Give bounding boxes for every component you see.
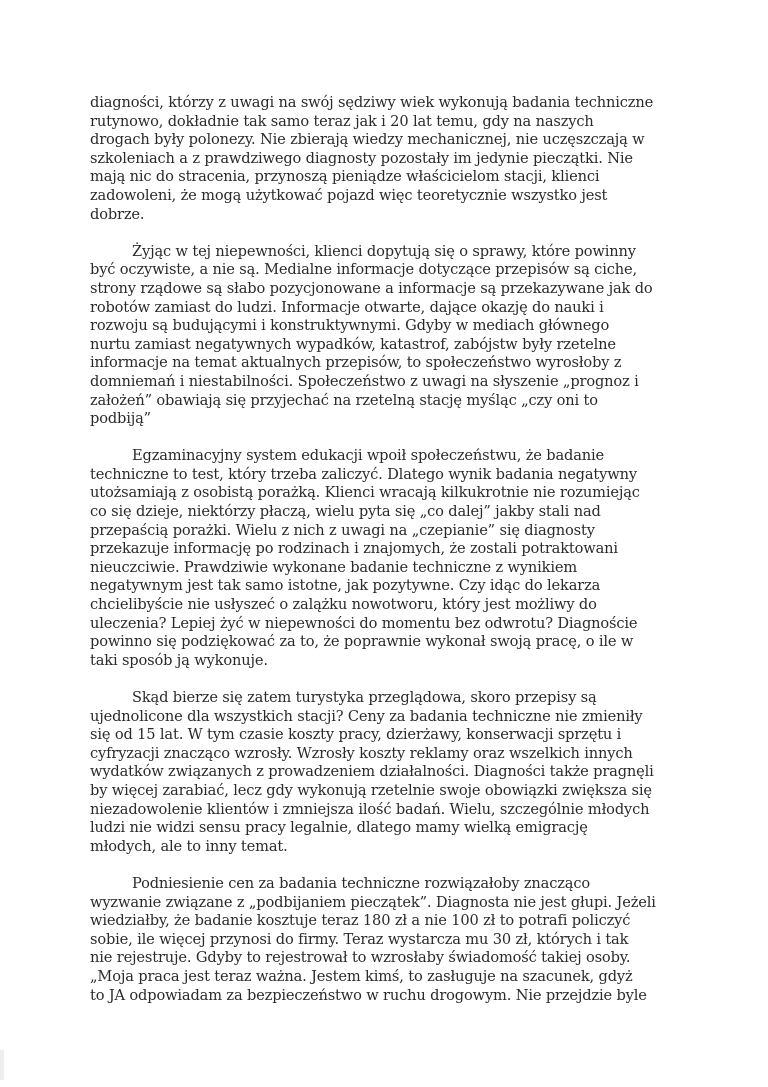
- text-line: Egzaminacyjny system edukacji wpoił społeczeństwu, że badanie: [132, 447, 605, 465]
- text-line: szkoleniach a z prawdziwego diagnosty pozostały im jedynie pieczątki. Nie: [90, 149, 633, 167]
- text-line: niezadowolenie klientów i zmniejsza ilość badań. Wielu, szczególnie młodych: [90, 800, 650, 818]
- text-line: założeń” obawiają się przyjechać na rzetelną stację myśląc „czy oni to: [90, 391, 598, 409]
- paragraph-1: [90, 94, 690, 224]
- text-line: wyzwanie związane z „podbijaniem pieczątek”. Diagnosta nie jest głupi. Jeżeli: [90, 893, 656, 911]
- scan-edge-mark: [0, 1050, 4, 1080]
- text-line: rutynowo, dokładnie tak samo teraz jak i 20 lat temu, gdy na naszych: [90, 112, 594, 130]
- text-line: domniemań i niestabilności. Społeczeństwo z uwagi na słyszenie „prognoz i: [90, 372, 639, 390]
- text-line: rozwoju są budującymi i konstruktywnymi. Gdyby w mediach głównego: [90, 317, 610, 335]
- text-line: Podniesienie cen za badania techniczne rozwiązałoby znacząco: [132, 874, 590, 892]
- text-line: chcielibyście nie usłyszeć o zalążku nowotworu, który jest możliwy do: [90, 596, 597, 614]
- text-line: zadowoleni, że mogą użytkować pojazd więc teoretycznie wszystko jest: [90, 186, 608, 204]
- text-line: negatywnym jest tak samo istotne, jak pozytywne. Czy idąc do lekarza: [90, 577, 601, 595]
- text-line: Żyjąc w tej niepewności, klienci dopytują się o sprawy, które powinny: [132, 242, 636, 260]
- text-line: nieuczciwie. Prawdziwie wykonane badanie techniczne z wynikiem: [90, 558, 578, 576]
- text-line: ludzi nie widzi sensu pracy legalnie, dlatego mamy wielką emigrację: [90, 819, 588, 837]
- text-line: podbiją”: [90, 410, 151, 428]
- text-line: „Moja praca jest teraz ważna. Jestem kimś, to zasługuje na szacunek, gdyż: [90, 967, 633, 985]
- text-line: robotów zamiast do ludzi. Informacje otwarte, dające okazję do nauki i: [90, 298, 604, 316]
- paragraph-5: [90, 875, 690, 1005]
- text-line: co się dzieje, niektórzy płaczą, wielu pyta się „co dalej” jakby stali nad: [90, 503, 601, 521]
- text-line: wiedziałby, że badanie kosztuje teraz 180 zł a nie 100 zł to potrafi policzyć: [90, 912, 631, 930]
- text-line: cyfryzacji znacząco wzrosły. Wzrosły koszty reklamy oraz wszelkich innych: [90, 744, 633, 762]
- text-line: młodych, ale to inny temat.: [90, 837, 288, 855]
- text-line: drogach były polonezy. Nie zbierają wiedzy mechanicznej, nie uczęszczają w: [90, 131, 645, 149]
- text-line: nie rejestruje. Gdyby to rejestrował to wzrosłaby świadomość takiej osoby.: [90, 949, 631, 967]
- text-line: nurtu zamiast negatywnych wypadków, katastrof, zabójstw były rzetelne: [90, 335, 616, 353]
- text-line: mają nic do stracenia, przynoszą pieniądze właścicielom stacji, klienci: [90, 168, 600, 186]
- text-line: Skąd bierze się zatem turystyka przeglądowa, skoro przepisy są: [132, 689, 597, 706]
- paragraph-4: [90, 689, 690, 856]
- text-line: diagności, którzy z uwagi na swój sędziwy wiek wykonują badania techniczne: [90, 94, 654, 111]
- text-line: dobrze.: [90, 205, 145, 223]
- text-line: się od 15 lat. W tym czasie koszty pracy, dzierżawy, konserwacji sprzętu i: [90, 726, 622, 744]
- text-line: utożsamiają z osobistą porażką. Klienci wracają kilkukrotnie nie rozumiejąc: [90, 484, 640, 502]
- text-line: powinno się podziękować za to, że poprawnie wykonał swoją pracę, o ile w: [90, 633, 634, 651]
- text-line: by więcej zarabiać, lecz gdy wykonują rzetelnie swoje obowiązki zwiększa się: [90, 781, 652, 799]
- text-line: sobie, ile więcej przynosi do firmy. Teraz wystarcza mu 30 zł, których i tak: [90, 930, 629, 948]
- text-line: przepaścią porażki. Wielu z nich z uwagi na „czepianie” się diagnosty: [90, 521, 595, 539]
- text-line: uleczenia? Lepiej żyć w niepewności do momentu bez odwrotu? Diagnoście: [90, 614, 638, 632]
- paragraph-3: [90, 447, 690, 670]
- text-line: informacje na temat aktualnych przepisów, to społeczeństwo wyrosłoby z: [90, 354, 622, 372]
- document-page: [90, 94, 690, 1024]
- text-line: być oczywiste, a nie są. Medialne informacje dotyczące przepisów są ciche,: [90, 261, 637, 279]
- text-line: wydatków związanych z prowadzeniem działalności. Diagności także pragnęli: [90, 763, 654, 781]
- text-line: to JA odpowiadam za bezpieczeństwo w ruchu drogowym. Nie przejdzie byle: [90, 986, 647, 1004]
- text-line: strony rządowe są słabo pozycjonowane a informacje są przekazywane jak do: [90, 279, 653, 297]
- text-line: techniczne to test, który trzeba zaliczyć. Dlatego wynik badania negatywny: [90, 465, 637, 483]
- text-line: przekazuje informację po rodzinach i znajomych, że zostali potraktowani: [90, 540, 618, 558]
- text-line: ujednolicone dla wszystkich stacji? Ceny za badania techniczne nie zmieniły: [90, 707, 643, 725]
- paragraph-2: [90, 243, 690, 429]
- text-line: taki sposób ją wykonuje.: [90, 651, 268, 669]
